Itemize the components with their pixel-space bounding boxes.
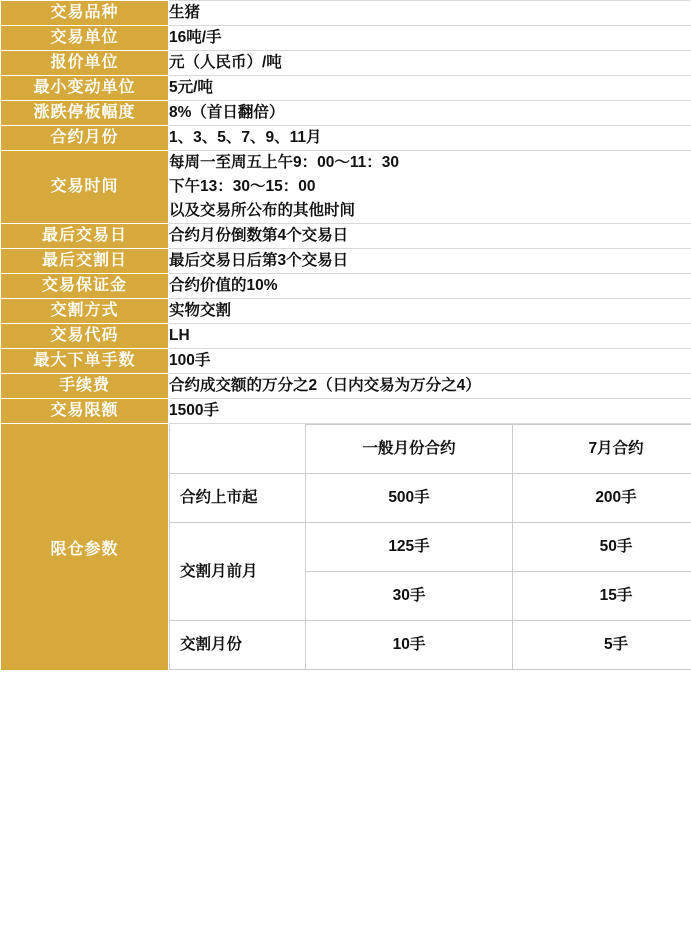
limit-rowname-delivery-month: 交割月份: [170, 621, 306, 670]
row-value-14: [169, 399, 691, 424]
row-label-14: 交易限额: [1, 399, 169, 424]
value-line: 5元/吨: [169, 79, 213, 97]
table-row: [1, 324, 691, 349]
row-label-8: 最后交割日: [1, 249, 169, 274]
value-line: 16吨/手: [169, 29, 222, 47]
table-row: [1, 1, 691, 26]
limit-header-july: 7月合约: [513, 425, 691, 474]
row-label-4: 涨跌停板幅度: [1, 101, 169, 126]
value-line: LH: [169, 327, 190, 345]
limit-value-general: 500手: [306, 474, 513, 523]
table-row: [1, 224, 691, 249]
row-value-0: [169, 1, 691, 26]
row-value-7: [169, 224, 691, 249]
value-line: 每周一至周五上午9：00～11：30: [169, 154, 399, 172]
value-line: 1、3、5、7、9、11月: [169, 129, 322, 147]
limit-row: [170, 621, 691, 670]
table-row: [1, 249, 691, 274]
value-line: 元（人民币）/吨: [169, 54, 282, 72]
row-value-12: [169, 349, 691, 374]
table-row: [1, 76, 691, 101]
limit-value-general: 10手: [306, 621, 513, 670]
limit-value-general: 30手: [306, 572, 513, 621]
limit-value-july: 5手: [513, 621, 691, 670]
value-line: 8%（首日翻倍）: [169, 104, 285, 122]
row-value-8: [169, 249, 691, 274]
table-row: [1, 299, 691, 324]
row-label-5: 合约月份: [1, 126, 169, 151]
row-value-9: [169, 274, 691, 299]
row-label-13: 手续费: [1, 374, 169, 399]
row-label-7: 最后交易日: [1, 224, 169, 249]
row-value-4: [169, 101, 691, 126]
row-label-0: 交易品种: [1, 1, 169, 26]
row-value-1: [169, 26, 691, 51]
value-line: 合约月份倒数第4个交易日: [169, 227, 349, 245]
row-label-11: 交易代码: [1, 324, 169, 349]
limit-rowname-month-before-delivery: 交割月前月: [170, 523, 306, 621]
row-label-12: 最大下单手数: [1, 349, 169, 374]
table-row: [1, 26, 691, 51]
limit-value-general: 125手: [306, 523, 513, 572]
limit-header-general: 一般月份合约: [306, 425, 513, 474]
value-line: 以及交易所公布的其他时间: [169, 202, 356, 220]
value-line: 下午13：30～15：00: [169, 178, 316, 196]
value-line: 合约成交额的万分之2（日内交易为万分之4）: [169, 377, 481, 395]
value-line: 实物交割: [169, 302, 232, 320]
row-label-9: 交易保证金: [1, 274, 169, 299]
limit-header-row: [170, 425, 691, 474]
table-row: [1, 151, 691, 224]
row-label-position-limit: 限仓参数: [1, 424, 169, 671]
limit-header-blank: [170, 425, 306, 474]
position-limit-table: [169, 424, 691, 670]
table-row: [1, 274, 691, 299]
limit-row: [170, 523, 691, 572]
value-line: 1500手: [169, 402, 219, 420]
table-row: [1, 399, 691, 424]
table-row: [1, 101, 691, 126]
table-row: [1, 349, 691, 374]
position-limit-row: [1, 424, 691, 671]
limit-value-july: 15手: [513, 572, 691, 621]
limit-rowname-listing: 合约上市起: [170, 474, 306, 523]
row-label-2: 报价单位: [1, 51, 169, 76]
value-line: 合约价值的10%: [169, 277, 278, 295]
row-label-10: 交割方式: [1, 299, 169, 324]
row-value-11: [169, 324, 691, 349]
row-label-3: 最小变动单位: [1, 76, 169, 101]
row-value-3: [169, 76, 691, 101]
row-label-6: 交易时间: [1, 151, 169, 224]
row-value-13: [169, 374, 691, 399]
table-row: [1, 51, 691, 76]
spec-rows: [1, 1, 691, 671]
value-line: 最后交易日后第3个交易日: [169, 252, 349, 270]
limit-value-july: 50手: [513, 523, 691, 572]
value-line: 生猪: [169, 4, 201, 21]
row-value-6: [169, 151, 691, 224]
limit-row: [170, 474, 691, 523]
position-limit-cell: [169, 424, 691, 671]
limit-value-july: 200手: [513, 474, 691, 523]
table-row: [1, 126, 691, 151]
row-value-5: [169, 126, 691, 151]
value-line: 100手: [169, 352, 211, 370]
table-row: [1, 374, 691, 399]
row-value-10: [169, 299, 691, 324]
row-value-2: [169, 51, 691, 76]
row-label-1: 交易单位: [1, 26, 169, 51]
